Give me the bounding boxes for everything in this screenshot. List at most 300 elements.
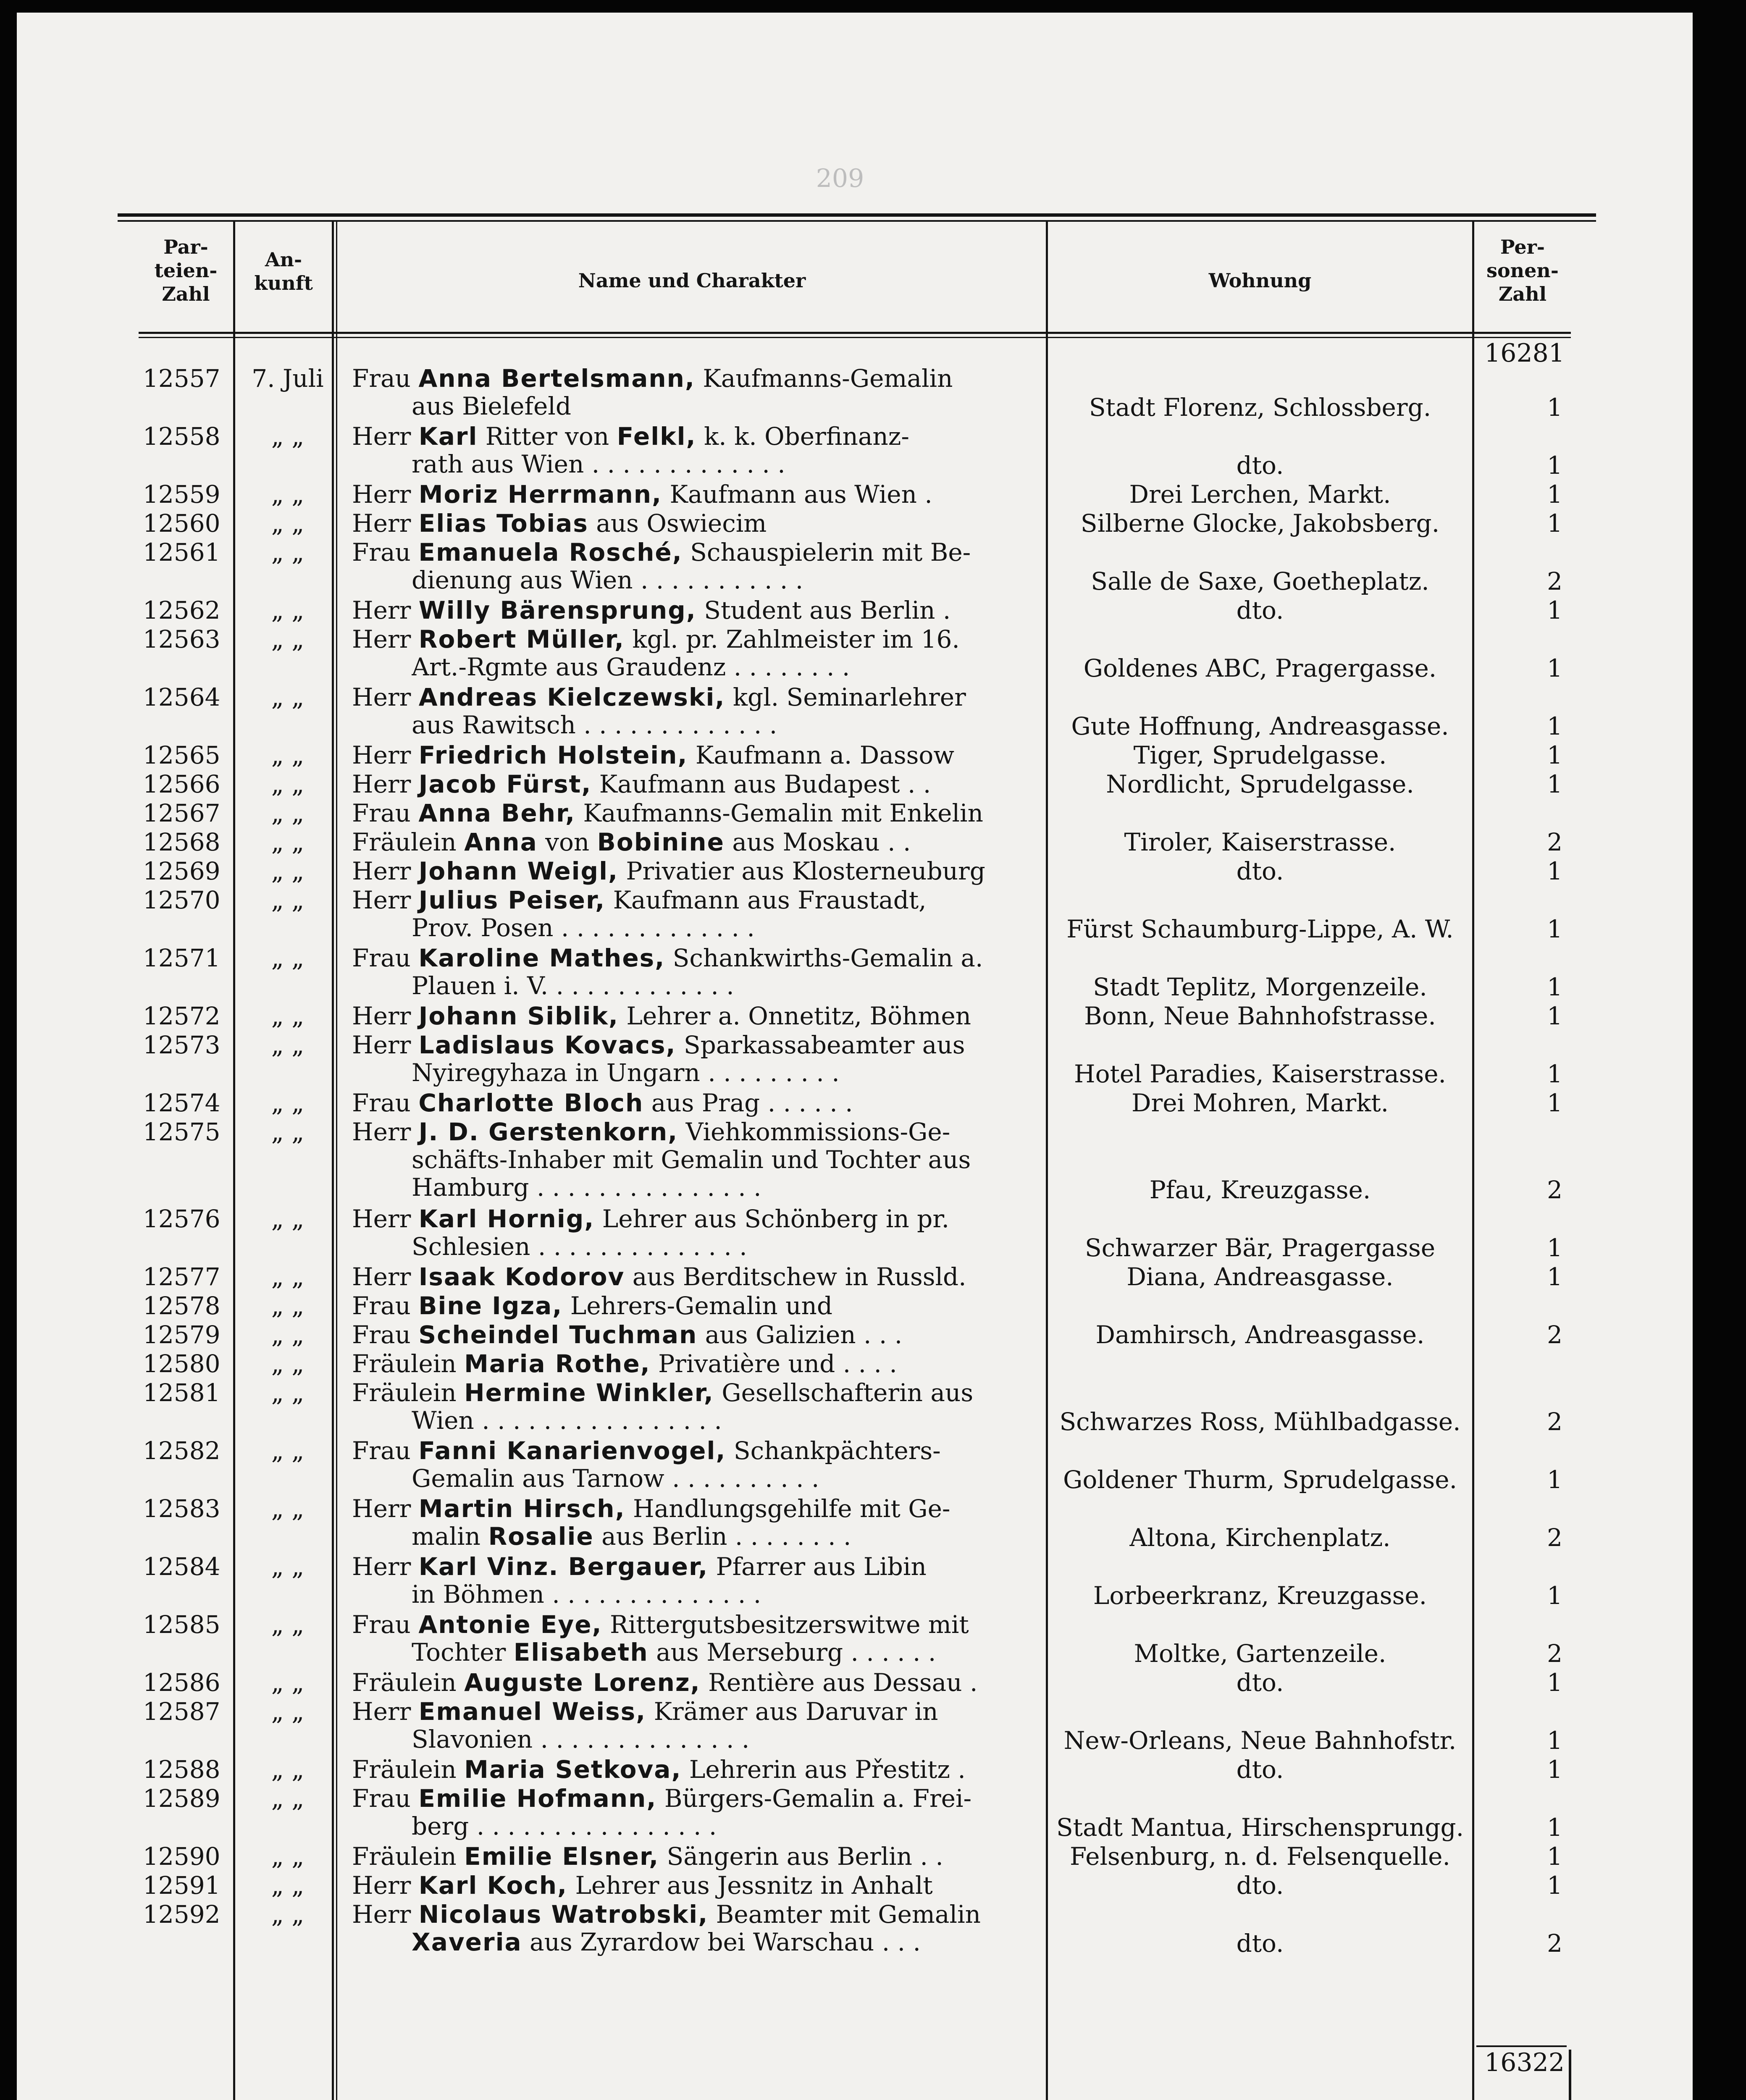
description-text: Kaufmann aus Wien . — [662, 480, 932, 508]
header-rule-a — [139, 332, 1571, 334]
lodging-address: Drei Mohren, Markt. — [1131, 1089, 1389, 1117]
persons-count: 1 — [1547, 1842, 1562, 1871]
name-line-1 — [352, 1089, 1032, 1117]
continuation-text: Plauen i. V. . . . . . . . . . . . . — [412, 972, 734, 1000]
table-row — [0, 886, 1746, 943]
persons-count: 1 — [1547, 596, 1562, 625]
description-text: Privatière und . . . . — [650, 1350, 897, 1378]
arrival-date: „ „ — [271, 509, 305, 538]
persons-count: 2 — [1547, 567, 1562, 596]
name-line-1 — [352, 596, 1032, 624]
continuation-text: Tochter — [412, 1638, 514, 1666]
title-text: Frau — [352, 799, 419, 827]
lodging-address: Hotel Paradies, Kaiserstrasse. — [1074, 1060, 1446, 1088]
carried-total: 16281 — [1484, 339, 1565, 368]
lodging-address: Felsenburg, n. d. Felsenquelle. — [1070, 1842, 1450, 1871]
table-row — [0, 625, 1746, 682]
header-personen-zahl — [1474, 235, 1571, 306]
table-row — [0, 944, 1746, 1001]
title-text: Herr — [352, 741, 419, 769]
arrival-date: „ „ — [271, 1784, 305, 1813]
continuation-text: malin — [412, 1522, 488, 1550]
title-text: Frau — [352, 1321, 419, 1349]
table-row — [0, 538, 1746, 596]
party-number: 12569 — [143, 857, 221, 885]
party-number: 12558 — [143, 422, 221, 451]
party-number: 12590 — [143, 1842, 221, 1871]
guest-name: Ladislaus Kovacs, — [418, 1031, 676, 1059]
title-text: Herr — [352, 1205, 419, 1233]
table-row — [0, 1350, 1746, 1378]
arrival-date: „ „ — [271, 1205, 305, 1233]
title-text: Herr — [352, 1118, 419, 1146]
continuation-text-2: aus Zyrardow bei Warschau . . . — [522, 1928, 921, 1956]
arrival-date: „ „ — [271, 799, 305, 827]
guest-surname: Felkl, — [617, 423, 696, 450]
arrival-date: „ „ — [271, 1697, 305, 1726]
arrival-date: „ „ — [271, 1263, 305, 1291]
arrival-date: „ „ — [271, 828, 305, 856]
header-parteien-3: Zahl — [162, 283, 210, 305]
persons-count: 1 — [1547, 712, 1562, 740]
arrival-date: „ „ — [271, 1900, 305, 1929]
lodging-address: dto. — [1236, 857, 1284, 885]
table-row — [0, 1610, 1746, 1668]
lodging-address: dto. — [1236, 1668, 1284, 1697]
lodging-address: Bonn, Neue Bahnhofstrasse. — [1084, 1002, 1436, 1030]
table-row — [0, 1552, 1746, 1610]
arrival-date: „ „ — [271, 1118, 305, 1146]
header-rule-b — [139, 337, 1571, 338]
title-text: Frau — [352, 1437, 419, 1465]
description-text: Student aus Berlin . — [696, 596, 951, 624]
name-line-1 — [352, 1611, 1032, 1638]
name-line-1 — [352, 480, 1032, 508]
name-line-1 — [352, 1321, 1032, 1349]
party-number: 12557 — [143, 364, 221, 393]
arrival-date: „ „ — [271, 741, 305, 769]
arrival-date: „ „ — [271, 1320, 305, 1349]
arrival-date: „ „ — [271, 1031, 305, 1059]
guest-name: Karl Hornig, — [418, 1205, 595, 1233]
table-row — [0, 741, 1746, 769]
party-number: 12585 — [143, 1610, 221, 1639]
name-line-2 — [412, 566, 1032, 594]
table-row — [0, 480, 1746, 508]
guest-name: Anna Behr, — [418, 799, 576, 827]
lodging-address: dto. — [1236, 451, 1284, 480]
description-text: Rittergutsbesitzerswitwe mit — [602, 1611, 969, 1638]
description-text: Pfarrer aus Libin — [708, 1553, 927, 1580]
lodging-address: Stadt Florenz, Schlossberg. — [1089, 393, 1431, 422]
persons-count: 1 — [1547, 973, 1562, 1001]
arrival-date: 7. Juli — [252, 364, 324, 393]
name-line-1 — [352, 1495, 1032, 1522]
name-line-2 — [412, 653, 1032, 681]
name-line-1 — [352, 944, 1032, 972]
arrival-date: „ „ — [271, 538, 305, 567]
arrival-date: „ „ — [271, 857, 305, 885]
title-text: Frau — [352, 365, 419, 392]
guest-name: Jacob Fürst, — [418, 770, 592, 798]
continuation-text: Slavonien . . . . . . . . . . . . . . — [412, 1725, 750, 1753]
title-text: Herr — [352, 509, 419, 537]
lodging-address: Lorbeerkranz, Kreuzgasse. — [1093, 1581, 1427, 1610]
table-row — [0, 1494, 1746, 1552]
arrival-date: „ „ — [271, 1668, 305, 1697]
name-line-2 — [412, 914, 1032, 942]
name-line-2 — [412, 1522, 1032, 1550]
lodging-address: Goldener Thurm, Sprudelgasse. — [1063, 1465, 1457, 1494]
persons-count: 2 — [1547, 1639, 1562, 1668]
title-text: Herr — [352, 770, 419, 798]
persons-count: 1 — [1547, 393, 1562, 422]
guest-name: Maria Setkova, — [464, 1756, 682, 1783]
description-text: Viehkommissions-Ge- — [678, 1118, 950, 1146]
lodging-address: Tiger, Sprudelgasse. — [1133, 741, 1387, 769]
arrival-date: „ „ — [271, 1552, 305, 1581]
name-line-1 — [352, 1002, 1032, 1030]
table-row — [0, 1784, 1746, 1842]
header-ankunft-2: kunft — [254, 272, 313, 294]
lodging-address: Stadt Mantua, Hirschensprungg. — [1056, 1813, 1464, 1842]
name-line-2 — [412, 1928, 1032, 1956]
title-text: Herr — [352, 1495, 419, 1522]
persons-count: 2 — [1547, 1929, 1562, 1958]
name-line-1 — [352, 1698, 1032, 1725]
header-parteien-zahl — [139, 235, 233, 306]
name-line-1 — [352, 886, 1032, 914]
description-text: aus Galizien . . . — [697, 1321, 903, 1349]
header-personen-3: Zahl — [1498, 283, 1547, 305]
lodging-address: dto. — [1236, 1755, 1284, 1784]
guest-name: Karoline Mathes, — [418, 944, 665, 972]
persons-count: 1 — [1547, 451, 1562, 480]
party-number: 12592 — [143, 1900, 221, 1929]
guest-name: Karl — [418, 423, 478, 450]
persons-count: 1 — [1547, 770, 1562, 798]
table-row — [0, 770, 1746, 798]
right-edge-mark — [1569, 2050, 1571, 2100]
arrival-date: „ „ — [271, 886, 305, 914]
title-text: Frau — [352, 1611, 419, 1638]
name-line-2 — [412, 1407, 1032, 1434]
arrival-date: „ „ — [271, 1436, 305, 1465]
description-text: Ritter von — [478, 423, 617, 450]
table-row — [0, 1118, 1746, 1204]
page-number: 209 — [816, 164, 864, 193]
description-text: Lehrers-Gemalin und — [562, 1292, 833, 1320]
party-number: 12559 — [143, 480, 221, 509]
continuation-text: schäfts-Inhaber mit Gemalin und Tochter aus — [412, 1146, 971, 1173]
title-text: Fräulein — [352, 1843, 465, 1870]
guest-name: J. D. Gerstenkorn, — [418, 1118, 678, 1146]
continuation-text-2: aus Berlin . . . . . . . . — [593, 1522, 851, 1550]
continuation-text: dienung aus Wien . . . . . . . . . . . — [412, 566, 803, 594]
party-number: 12567 — [143, 799, 221, 827]
guest-name: Emilie Elsner, — [464, 1843, 659, 1870]
lodging-address: Silberne Glocke, Jakobsberg. — [1080, 509, 1440, 538]
title-text: Herr — [352, 1872, 419, 1899]
arrival-date: „ „ — [271, 1755, 305, 1784]
lodging-address: Schwarzes Ross, Mühlbadgasse. — [1059, 1407, 1461, 1436]
name-line-1 — [352, 1872, 1032, 1899]
name-line-2 — [412, 1059, 1032, 1087]
title-text: Herr — [352, 1002, 419, 1030]
name-line-1 — [352, 423, 1032, 450]
party-number: 12564 — [143, 683, 221, 711]
persons-count: 2 — [1547, 1407, 1562, 1436]
table-row — [0, 422, 1746, 480]
title-text: Herr — [352, 625, 419, 653]
name-line-1 — [352, 1843, 1032, 1870]
arrival-date: „ „ — [271, 1002, 305, 1030]
guest-name: Nicolaus Watrobski, — [418, 1900, 709, 1928]
persons-count: 1 — [1547, 654, 1562, 682]
name-line-1 — [352, 1350, 1032, 1378]
arrival-date: „ „ — [271, 683, 305, 711]
title-text: Herr — [352, 1698, 419, 1725]
persons-count: 1 — [1547, 1581, 1562, 1610]
continuation-text: Prov. Posen . . . . . . . . . . . . . — [412, 914, 755, 942]
continuation-text: rath aus Wien . . . . . . . . . . . . . — [412, 450, 785, 478]
persons-count: 1 — [1547, 1263, 1562, 1291]
name-line-2 — [412, 392, 1032, 420]
name-line-1 — [352, 1900, 1032, 1928]
party-number: 12562 — [143, 596, 221, 625]
description-text: Krämer aus Daruvar in — [646, 1698, 938, 1725]
party-number: 12586 — [143, 1668, 221, 1697]
table-row — [0, 799, 1746, 827]
header-parteien-2: teien- — [154, 259, 218, 282]
lodging-address: Drei Lerchen, Markt. — [1129, 480, 1391, 509]
description-text: von — [537, 828, 597, 856]
arrival-date: „ „ — [271, 1610, 305, 1639]
description-text: kgl. pr. Zahlmeister im 16. — [624, 625, 960, 653]
party-number: 12581 — [143, 1378, 221, 1407]
lodging-address: Fürst Schaumburg-Lippe, A. W. — [1066, 915, 1454, 943]
title-text: Herr — [352, 1553, 419, 1580]
party-number: 12584 — [143, 1552, 221, 1581]
party-number: 12565 — [143, 741, 221, 769]
name-line-1 — [352, 365, 1032, 392]
guest-name: Maria Rothe, — [464, 1350, 651, 1378]
title-text: Frau — [352, 538, 419, 566]
title-text: Fräulein — [352, 1756, 465, 1783]
arrival-date: „ „ — [271, 1349, 305, 1378]
title-text: Frau — [352, 944, 419, 972]
guest-name: Johann Siblik, — [418, 1002, 619, 1030]
lodging-address: Altona, Kirchenplatz. — [1129, 1523, 1391, 1552]
name-line-1 — [352, 741, 1032, 769]
continuation-text: Wien . . . . . . . . . . . . . . . . — [412, 1407, 722, 1434]
description-text-2: aus Moskau . . — [724, 828, 911, 856]
description-text: aus Oswiecim — [588, 509, 767, 537]
description-text-2: k. k. Oberfinanz- — [696, 423, 909, 450]
title-text: Herr — [352, 423, 419, 450]
lodging-address: Stadt Teplitz, Morgenzeile. — [1093, 973, 1427, 1001]
guest-name: Willy Bärensprung, — [418, 596, 696, 624]
name-line-2 — [412, 1465, 1032, 1492]
guest-surname: Bobinine — [597, 828, 725, 856]
title-text: Frau — [352, 1292, 419, 1320]
title-text: Frau — [352, 1785, 419, 1812]
persons-count: 1 — [1547, 741, 1562, 769]
name-line-2 — [412, 1580, 1032, 1608]
name-line-1 — [352, 625, 1032, 653]
title-text: Fräulein — [352, 1669, 465, 1696]
name-line-1 — [352, 1437, 1032, 1465]
description-text: aus Berditschew in Russld. — [625, 1263, 966, 1291]
title-text: Herr — [352, 1031, 419, 1059]
title-text: Herr — [352, 683, 419, 711]
guest-name: Emilie Hofmann, — [418, 1785, 657, 1812]
continuation-text: Gemalin aus Tarnow . . . . . . . . . . — [412, 1465, 819, 1492]
continuation-text-2: aus Merseburg . . . . . . — [648, 1638, 936, 1666]
title-text: Herr — [352, 480, 419, 508]
party-number: 12589 — [143, 1784, 221, 1813]
persons-count: 2 — [1547, 1523, 1562, 1552]
party-number: 12583 — [143, 1494, 221, 1523]
lodging-address: dto. — [1236, 1871, 1284, 1900]
description-text: Rentière aus Dessau . — [700, 1669, 978, 1696]
name-line-1 — [352, 799, 1032, 827]
persons-count: 2 — [1547, 828, 1562, 856]
name-line-2 — [412, 711, 1032, 739]
description-text: Sparkassabeamter aus — [676, 1031, 965, 1059]
table-row — [0, 857, 1746, 885]
name-line-2 — [412, 1146, 1032, 1173]
persons-count: 1 — [1547, 857, 1562, 885]
party-number: 12580 — [143, 1349, 221, 1378]
persons-count: 1 — [1547, 1755, 1562, 1784]
name-line-2 — [412, 450, 1032, 478]
lodging-address: Nordlicht, Sprudelgasse. — [1106, 770, 1414, 798]
guest-name: Scheindel Tuchman — [418, 1321, 698, 1349]
name-line-1 — [352, 1785, 1032, 1812]
arrival-date: „ „ — [271, 1871, 305, 1900]
table-row — [0, 364, 1746, 422]
guest-name: Julius Peiser, — [418, 886, 606, 914]
name-line-1 — [352, 1756, 1032, 1783]
name-line-1 — [352, 1205, 1032, 1233]
table-row — [0, 1669, 1746, 1696]
description-text: Lehrer a. Onnetitz, Böhmen — [618, 1002, 971, 1030]
lodging-address: Pfau, Kreuzgasse. — [1149, 1176, 1371, 1204]
table-row — [0, 828, 1746, 856]
description-text: aus Prag . . . . . . — [643, 1089, 853, 1117]
description-text: Kaufmanns-Gemalin mit Enkelin — [575, 799, 983, 827]
description-text: Lehrerin aus Přestitz . — [681, 1756, 966, 1783]
lodging-address: Gute Hoffnung, Andreasgasse. — [1071, 712, 1449, 740]
name-line-2 — [412, 972, 1032, 1000]
lodging-address: dto. — [1236, 1929, 1284, 1958]
party-number: 12563 — [143, 625, 221, 654]
party-number: 12566 — [143, 770, 221, 798]
party-number: 12578 — [143, 1292, 221, 1320]
header-wohnung: Wohnung — [1208, 269, 1312, 292]
party-number: 12574 — [143, 1089, 221, 1117]
title-text: Fräulein — [352, 1379, 465, 1407]
party-number: 12582 — [143, 1436, 221, 1465]
arrival-date: „ „ — [271, 1494, 305, 1523]
table-row — [0, 1321, 1746, 1349]
header-personen-2: sonen- — [1486, 259, 1559, 282]
name-line-1 — [352, 857, 1032, 885]
name-line-1 — [352, 1553, 1032, 1580]
guest-name: Robert Müller, — [418, 625, 625, 653]
title-text: Fräulein — [352, 828, 465, 856]
table-row — [0, 1378, 1746, 1436]
name-line-1 — [352, 1263, 1032, 1291]
continuation-text: berg . . . . . . . . . . . . . . . . — [412, 1812, 717, 1840]
name-line-2 — [412, 1638, 1032, 1666]
table-row — [0, 1089, 1746, 1117]
continuation-text: Nyiregyhaza in Ungarn . . . . . . . . . — [412, 1059, 840, 1087]
name-line-2 — [412, 1233, 1032, 1260]
arrival-date: „ „ — [271, 422, 305, 451]
header-parteien-1: Par- — [163, 236, 208, 258]
description-text: Kaufmanns-Gemalin — [695, 365, 953, 392]
party-number: 12560 — [143, 509, 221, 538]
description-text: Kaufmann aus Fraustadt, — [605, 886, 927, 914]
persons-count: 1 — [1547, 1813, 1562, 1842]
continuation-text: aus Rawitsch . . . . . . . . . . . . . — [412, 711, 777, 739]
guest-name: Antonie Eye, — [418, 1611, 602, 1638]
title-text: Herr — [352, 1900, 419, 1928]
guest-name: Johann Weigl, — [418, 857, 618, 885]
guest-name: Anna Bertelsmann, — [418, 365, 695, 392]
top-double-rule-a — [118, 213, 1596, 217]
table-row — [0, 596, 1746, 624]
guest-name: Andreas Kielczewski, — [418, 683, 725, 711]
continuation-text: Art.-Rgmte aus Graudenz . . . . . . . . — [412, 653, 850, 681]
party-number: 12570 — [143, 886, 221, 914]
persons-count: 1 — [1547, 1465, 1562, 1494]
arrival-date: „ „ — [271, 625, 305, 654]
guest-name: Fanni Kanarienvogel, — [418, 1437, 726, 1465]
description-text: Beamter mit Gemalin — [708, 1900, 981, 1928]
name-line-1 — [352, 1031, 1032, 1059]
guest-name: Auguste Lorenz, — [464, 1669, 701, 1696]
guest-name: Moriz Herrmann, — [418, 480, 662, 508]
party-number: 12568 — [143, 828, 221, 856]
continuation-text: Schlesien . . . . . . . . . . . . . . — [412, 1233, 747, 1260]
persons-count: 1 — [1547, 1668, 1562, 1697]
top-double-rule-b — [118, 220, 1596, 222]
table-row — [0, 683, 1746, 740]
title-text: Fräulein — [352, 1350, 465, 1378]
lodging-address: Diana, Andreasgasse. — [1126, 1263, 1394, 1291]
persons-count: 1 — [1547, 1002, 1562, 1030]
description-text: Lehrer aus Jessnitz in Anhalt — [567, 1872, 933, 1899]
name-line-2 — [412, 1812, 1032, 1840]
description-text: Lehrer aus Schönberg in pr. — [594, 1205, 950, 1233]
title-text: Herr — [352, 596, 419, 624]
description-text: Kaufmann aus Budapest . . — [591, 770, 931, 798]
arrival-date: „ „ — [271, 1378, 305, 1407]
arrival-date: „ „ — [271, 1292, 305, 1320]
description-text: kgl. Seminarlehrer — [725, 683, 966, 711]
guest-name: Emanuel Weiss, — [418, 1698, 646, 1725]
table-row — [0, 1002, 1746, 1030]
companion-name: Elisabeth — [513, 1638, 649, 1666]
name-line-1 — [352, 538, 1032, 566]
header-ankunft — [235, 248, 332, 295]
lodging-address: Damhirsch, Andreasgasse. — [1095, 1320, 1425, 1349]
name-line-2 — [412, 1725, 1032, 1753]
party-number: 12588 — [143, 1755, 221, 1784]
